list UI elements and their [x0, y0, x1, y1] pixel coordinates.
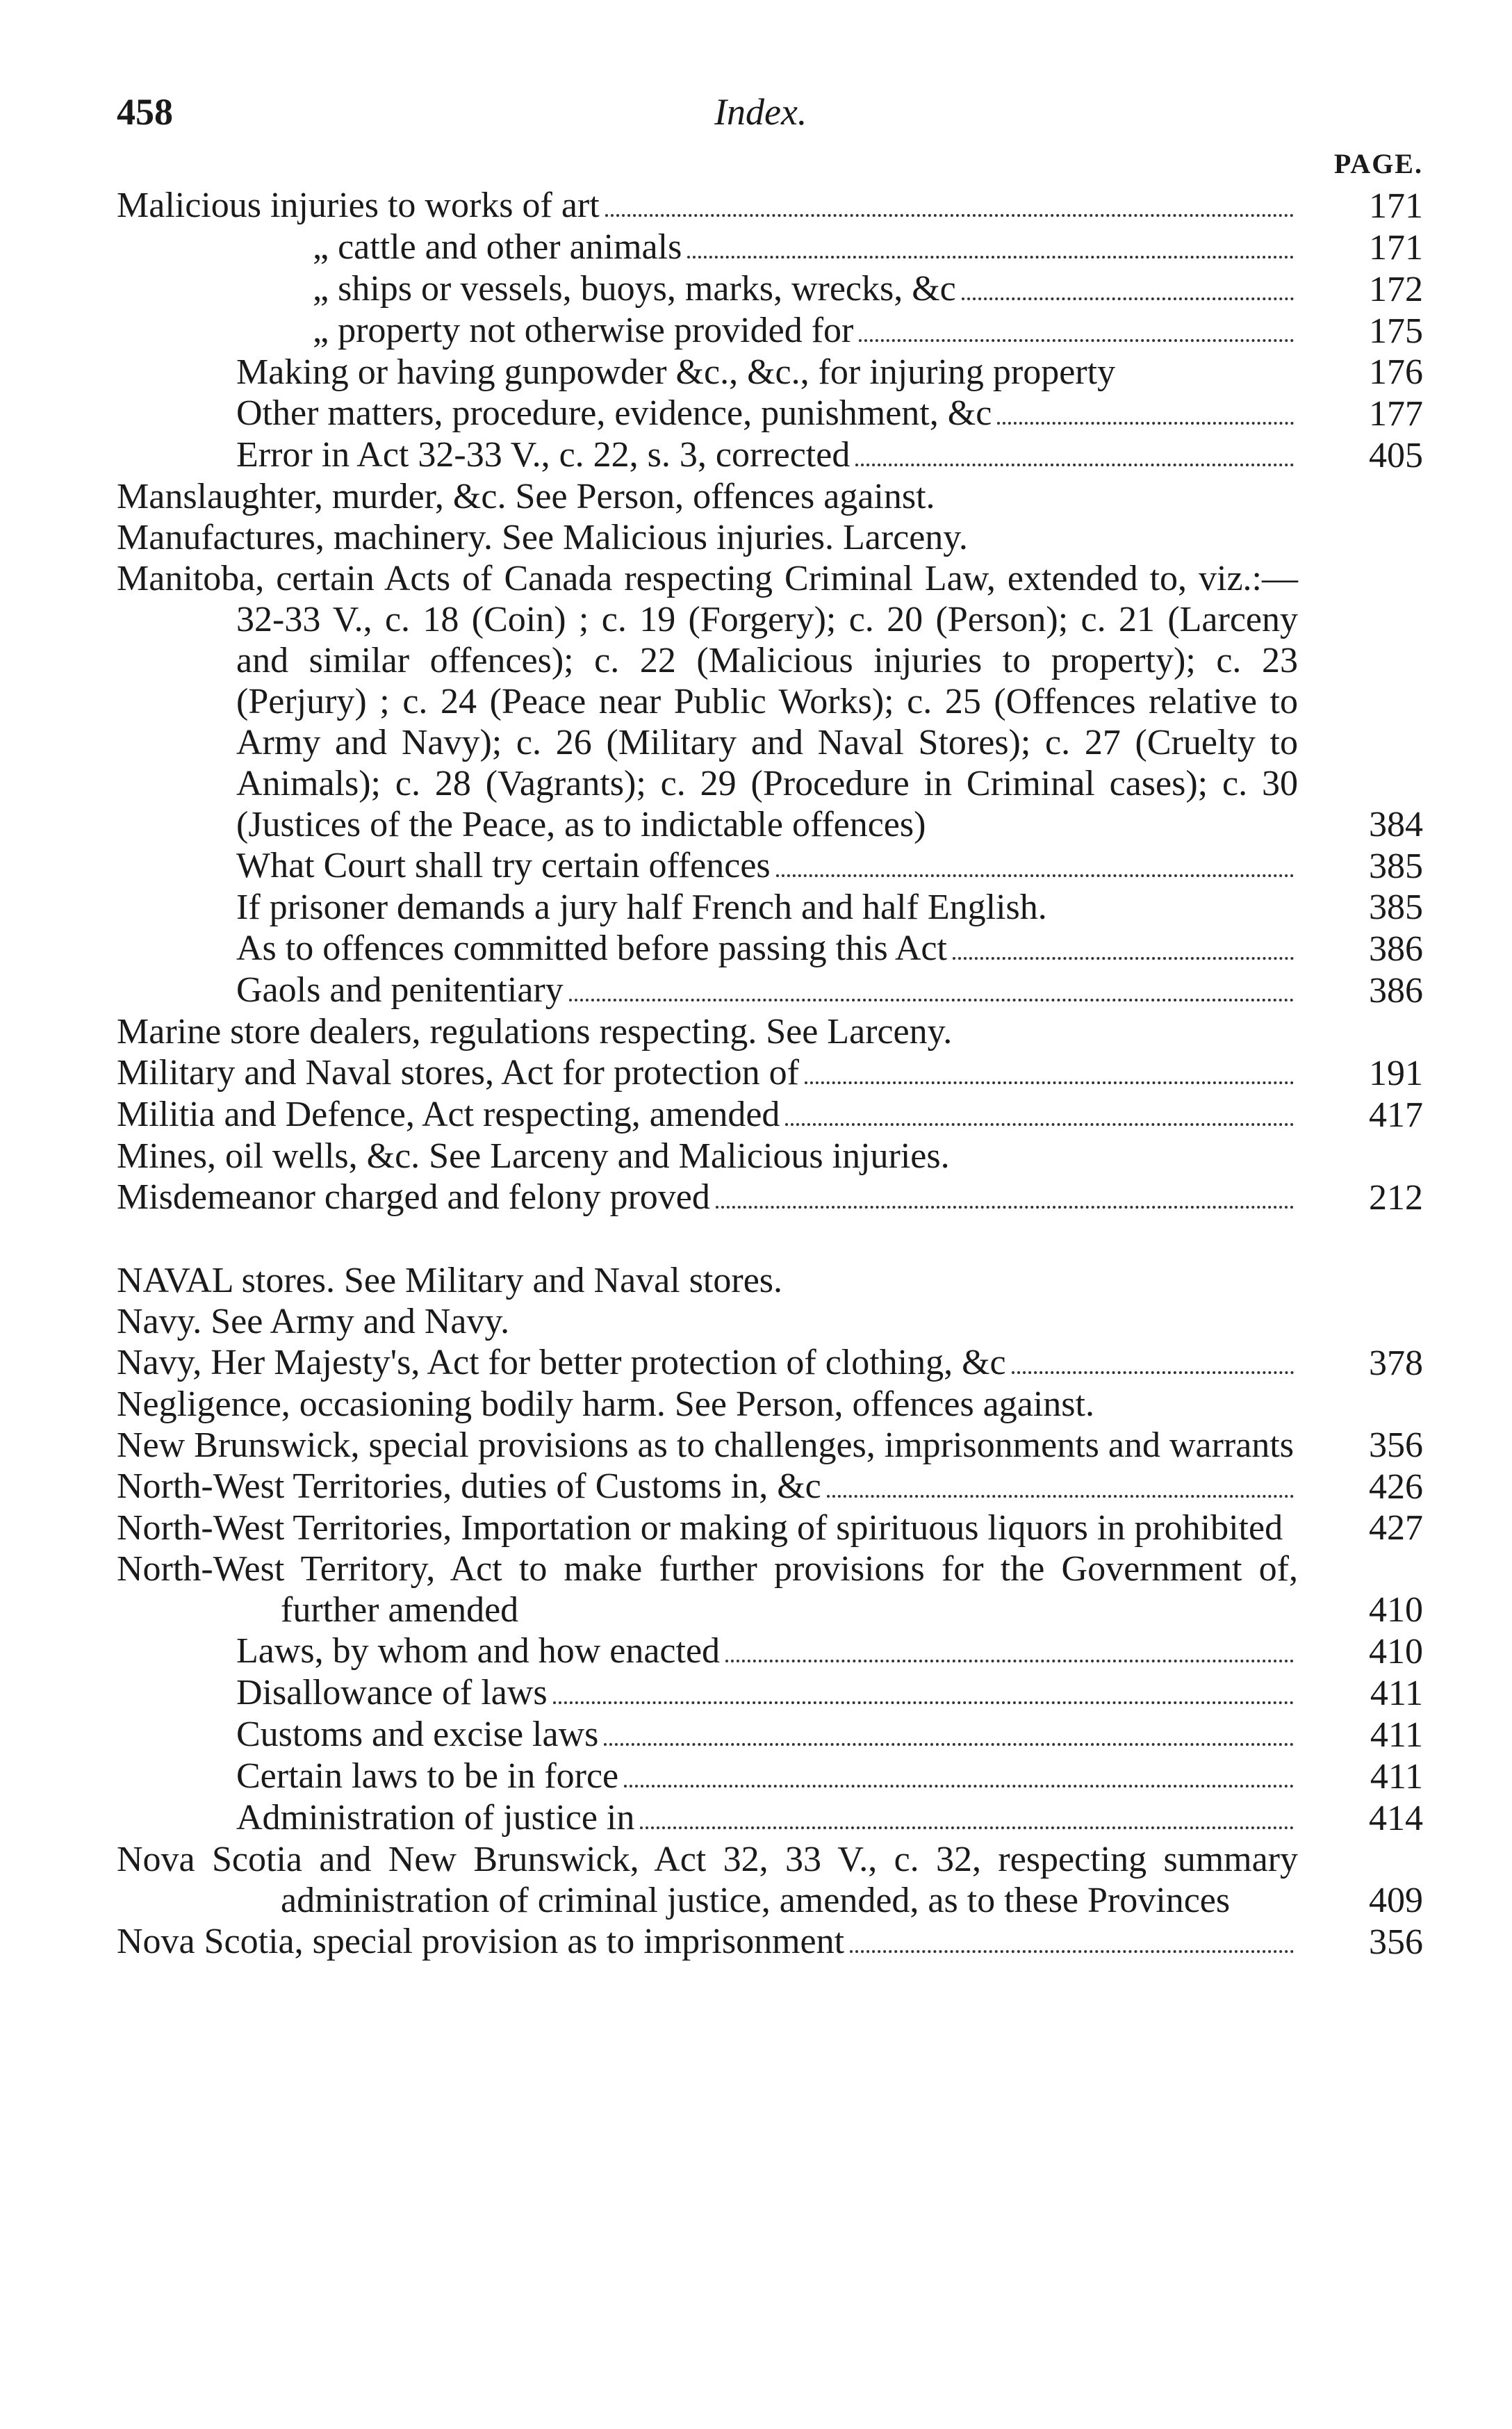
- entry-page: 410: [1369, 1632, 1423, 1671]
- index-entry: [117, 1136, 1423, 1177]
- index-entry: [117, 434, 1423, 476]
- entry-page: 177: [1369, 394, 1423, 434]
- index-entry: [117, 1384, 1423, 1425]
- entry-text: NAVAL stores. See Military and Naval stores.: [117, 1261, 783, 1300]
- entry-text: Manitoba, certain Acts of Canada respecting Criminal Law, extended to, viz.:—32-33 V., c. 18 (Coin) ; c. 19 (Forgery); c. 20 (Person); c. 21 (Larceny and similar offences); c. 22 (Malicious injuries to property); c. 23 (Perjury) ; c. 24 (Peace near Public Works); c. 25 (Offences relative to Army and Navy); c. 26 (Military and Naval Stores); c. 27 (Cruelty to Animals); c. 28 (Vagrants); c. 29 (Procedure in Criminal cases); c. 30 (Justices of the Peace, as to indictable offences): [117, 559, 1298, 844]
- index-entry: [117, 268, 1423, 310]
- entry-page: 411: [1370, 1757, 1423, 1797]
- running-title: Index.: [714, 91, 807, 133]
- entry-text: Navy, Her Majesty's, Act for better protection of clothing, &c: [117, 1343, 1006, 1382]
- entry-text: North-West Territories, Importation or making of spirituous liquors in prohibited: [117, 1508, 1283, 1548]
- index-entry: [117, 352, 1423, 393]
- entry-page: 417: [1369, 1095, 1423, 1135]
- entry-page: 426: [1369, 1467, 1423, 1507]
- entry-page: 171: [1369, 186, 1423, 226]
- index-entry: [117, 887, 1423, 928]
- entry-text: Administration of justice in: [236, 1798, 635, 1838]
- index-entry: [117, 845, 1423, 887]
- entry-text: Error in Act 32-33 V., c. 22, s. 3, corrected: [236, 435, 850, 475]
- index-entry: [117, 1672, 1423, 1714]
- index-entry: [117, 1839, 1423, 1921]
- entry-text: „ property not otherwise provided for: [313, 311, 854, 350]
- entry-page: 378: [1369, 1343, 1423, 1383]
- entry-text: North-West Territories, duties of Customs in, &c: [117, 1466, 821, 1506]
- entry-text: Manslaughter, murder, &c. See Person, offences against.: [117, 477, 935, 516]
- index-entry: [117, 1342, 1423, 1384]
- entry-text: Marine store dealers, regulations respecting. See Larceny.: [117, 1012, 953, 1052]
- entry-text: Gaols and penitentiary: [236, 970, 564, 1010]
- entry-text: Negligence, occasioning bodily harm. See Person, offences against.: [117, 1384, 1094, 1424]
- entry-text: Mines, oil wells, &c. See Larceny and Malicious injuries.: [117, 1136, 950, 1176]
- entry-page: 384: [1369, 805, 1423, 844]
- entry-text: „ cattle and other animals: [313, 227, 682, 267]
- entry-page: 172: [1369, 270, 1423, 309]
- entry-text: Making or having gunpowder &c., &c., for injuring property: [236, 352, 1116, 392]
- page-column-heading: PAGE.: [1333, 148, 1423, 179]
- entry-page: 410: [1369, 1590, 1423, 1630]
- entry-page: 414: [1369, 1799, 1423, 1838]
- entry-text: Navy. See Army and Navy.: [117, 1302, 510, 1341]
- index-entry: [117, 1301, 1423, 1342]
- index-entry: [117, 1425, 1423, 1466]
- index-entry: [117, 928, 1423, 970]
- index-entry: [117, 1466, 1423, 1507]
- index-entry: [117, 185, 1423, 227]
- entry-text: Malicious injuries to works of art: [117, 186, 600, 225]
- page-header: [117, 76, 1423, 143]
- entry-page: 411: [1370, 1674, 1423, 1713]
- index-entry: [117, 476, 1423, 517]
- entry-text: Other matters, procedure, evidence, punishment, &c: [236, 393, 992, 433]
- entry-page: 212: [1369, 1178, 1423, 1218]
- entry-text: Nova Scotia and New Brunswick, Act 32, 33 V., c. 32, respecting summary administration of criminal justice, amended, as to these Provinces: [117, 1840, 1298, 1920]
- entry-page: 175: [1369, 311, 1423, 351]
- index-entry: [117, 1797, 1423, 1839]
- index-entry: [117, 1507, 1423, 1548]
- entry-page: 385: [1369, 847, 1423, 886]
- entry-page: 356: [1369, 1425, 1423, 1465]
- entry-text: New Brunswick, special provisions as to challenges, imprisonments and warrants: [117, 1425, 1294, 1465]
- page-number: 458: [117, 91, 173, 133]
- index-entry: [117, 1630, 1423, 1672]
- index-entry: [117, 517, 1423, 558]
- index-entry: [117, 970, 1423, 1011]
- entry-page: 356: [1369, 1922, 1423, 1962]
- index-entry: [117, 1548, 1423, 1630]
- entry-text: If prisoner demands a jury half French and half English.: [236, 888, 1047, 927]
- entry-text: North-West Territory, Act to make further provisions for the Government of, further amended: [117, 1549, 1298, 1630]
- entry-text: What Court shall try certain offences: [236, 846, 771, 885]
- index-entry: [117, 393, 1423, 434]
- entry-text: „ ships or vessels, buoys, marks, wrecks, &c: [313, 269, 956, 309]
- entry-page: 386: [1369, 929, 1423, 969]
- entry-page: 386: [1369, 971, 1423, 1011]
- index-entry: [117, 310, 1423, 352]
- index-entry: [117, 1921, 1423, 1963]
- entry-text: Militia and Defence, Act respecting, amended: [117, 1095, 780, 1134]
- index-entry: [117, 1756, 1423, 1797]
- entry-page: 176: [1369, 352, 1423, 392]
- entry-text: Customs and excise laws: [236, 1715, 599, 1754]
- index-entry: [117, 1052, 1423, 1094]
- entry-page: 385: [1369, 888, 1423, 927]
- index-entry: [117, 227, 1423, 268]
- entry-text: Laws, by whom and how enacted: [236, 1631, 721, 1671]
- entry-text: Manufactures, machinery. See Malicious injuries. Larceny.: [117, 518, 968, 557]
- entry-text: Disallowance of laws: [236, 1673, 548, 1712]
- entry-page: 191: [1369, 1054, 1423, 1093]
- entry-text: As to offences committed before passing this Act: [236, 929, 947, 968]
- entry-text: Military and Naval stores, Act for protection of: [117, 1053, 799, 1093]
- entry-page: 171: [1369, 228, 1423, 268]
- entry-page: 409: [1369, 1881, 1423, 1920]
- index-entry: [117, 558, 1423, 845]
- entry-text: Certain laws to be in force: [236, 1756, 619, 1796]
- index-entry: [117, 1011, 1423, 1052]
- index-entry: [117, 1260, 1423, 1301]
- index-entry: [117, 1177, 1423, 1218]
- entry-text: Misdemeanor charged and felony proved: [117, 1177, 710, 1217]
- entry-page: 411: [1370, 1715, 1423, 1755]
- index-entry: [117, 1094, 1423, 1136]
- entry-text: Nova Scotia, special provision as to imprisonment: [117, 1922, 845, 1961]
- index-entry: [117, 1714, 1423, 1756]
- index-page: [117, 76, 1423, 1963]
- entry-page: 405: [1369, 436, 1423, 475]
- entry-page: 427: [1369, 1508, 1423, 1548]
